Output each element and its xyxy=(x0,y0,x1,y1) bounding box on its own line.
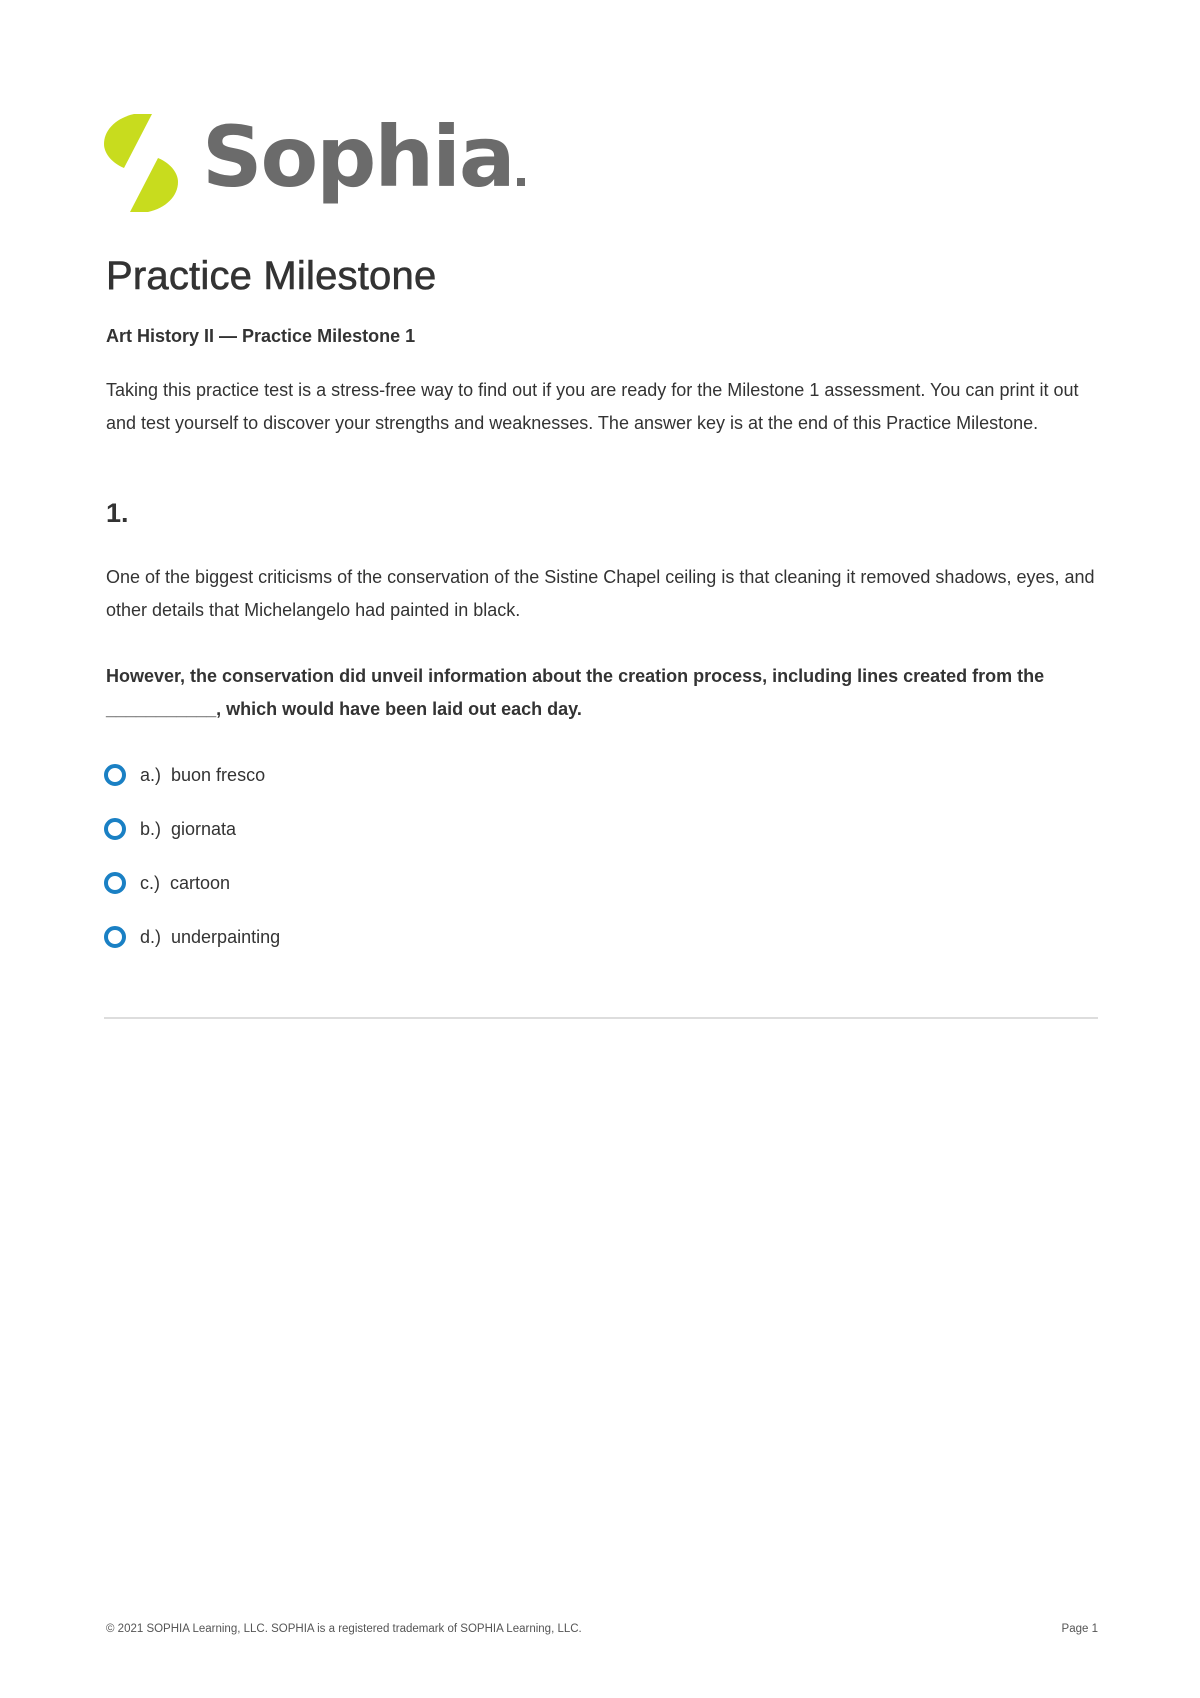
section-divider xyxy=(104,1017,1098,1019)
page-title: Practice Milestone xyxy=(106,254,437,298)
question-number: 1. xyxy=(106,498,129,528)
question-context: One of the biggest criticisms of the conservation of the Sistine Chapel ceiling is that cleaning it removed shadows, eyes, and other details that Michelangelo had painted in black. xyxy=(106,567,1095,620)
intro-paragraph: Taking this practice test is a stress-free way to find out if you are ready for the Milestone 1 assessment. You can print it out and test yourself to discover your strengths and weaknesses. The answer key is at the end of this Practice Milestone. xyxy=(106,380,1079,433)
option-letter: a.) xyxy=(140,764,162,785)
answer-option-c[interactable] xyxy=(104,856,280,910)
option-letter: b.) xyxy=(140,818,162,839)
answer-option-a[interactable] xyxy=(104,748,280,802)
sophia-logo-wordmark xyxy=(202,108,525,206)
radio-button-icon[interactable] xyxy=(104,818,126,840)
answer-options xyxy=(104,748,280,964)
option-text: buon fresco xyxy=(171,764,266,785)
sophia-logo xyxy=(104,108,525,214)
radio-button-icon[interactable] xyxy=(104,926,126,948)
option-letter: c.) xyxy=(140,872,160,893)
brand-dot xyxy=(517,178,525,186)
radio-button-icon[interactable] xyxy=(104,872,126,894)
option-text: cartoon xyxy=(170,872,231,893)
footer-copyright: © 2021 SOPHIA Learning, LLC. SOPHIA is a registered trademark of SOPHIA Learning, LLC. xyxy=(106,1623,582,1635)
answer-option-b[interactable] xyxy=(104,802,280,856)
footer-page-number: Page 1 xyxy=(1061,1623,1098,1635)
brand-name: Sophia xyxy=(202,108,514,206)
option-letter: d.) xyxy=(140,926,162,947)
option-text: giornata xyxy=(171,818,237,839)
radio-button-icon[interactable] xyxy=(104,764,126,786)
milestone-subtitle: Art History II — Practice Milestone 1 xyxy=(106,326,416,346)
sophia-logo-mark-icon xyxy=(104,112,178,214)
answer-option-d[interactable] xyxy=(104,910,280,964)
question-prompt: However, the conservation did unveil information about the creation process, including lines created from the ___________, which would have been laid out each day. xyxy=(106,666,1045,719)
option-text: underpainting xyxy=(171,926,281,947)
